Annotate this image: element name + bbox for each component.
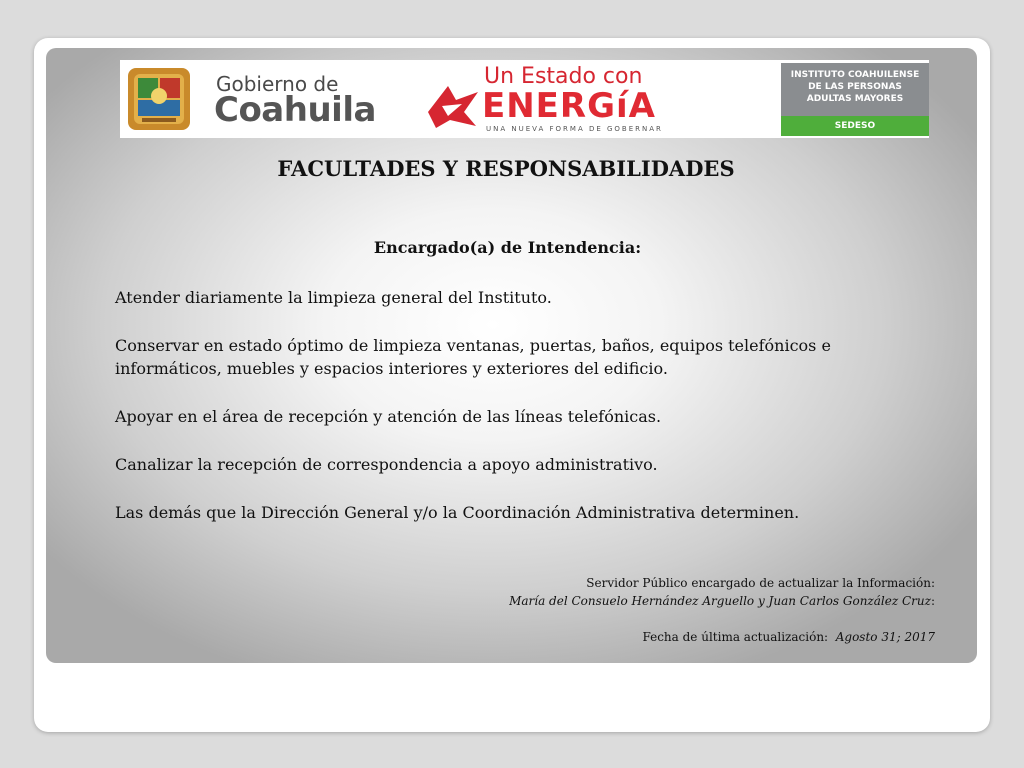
institute-line2: DE LAS PERSONAS <box>808 82 902 92</box>
responsible-names: María del Consuelo Hernández Arguello y Juan Carlos González Cruz <box>509 594 931 608</box>
responsibility-item: Conservar en estado óptimo de limpieza ventanas, puertas, baños, equipos telefónicos e informáticos, muebles y espacios interiores y exteriores del edificio. <box>115 336 831 378</box>
institute-line3: ADULTAS MAYORES <box>806 94 904 104</box>
responsibility-item: Atender diariamente la limpieza general del Instituto. <box>115 288 552 307</box>
institute-name <box>781 69 929 105</box>
responsible-names-line <box>509 592 935 610</box>
slide-frame <box>34 38 990 732</box>
updated-line <box>509 628 935 646</box>
responsibility-item: Las demás que la Dirección General y/o la Coordinación Administrativa determinen. <box>115 503 800 522</box>
slide-panel <box>46 48 977 663</box>
sedeso-badge: SEDESO <box>781 116 929 136</box>
campaign-tagline: UNA NUEVA FORMA DE GOBERNAR <box>486 125 663 133</box>
responsibility-item: Apoyar en el área de recepción y atención de las líneas telefónicas. <box>115 407 662 426</box>
campaign-energia-wordmark: ENERGíA <box>482 86 656 126</box>
updated-label: Fecha de última actualización: <box>642 630 829 644</box>
updated-date: Agosto 31; 2017 <box>835 630 935 644</box>
section-subtitle: Encargado(a) de Intendencia: <box>373 238 642 257</box>
responsible-colon: : <box>930 594 935 608</box>
campaign-line1: Un Estado con <box>484 64 643 89</box>
institute-line1: INSTITUTO COAHUILENSE <box>790 70 920 80</box>
page-title: FACULTADES Y RESPONSABILIDADES <box>277 156 735 181</box>
gobierno-de-text: Gobierno de <box>216 72 339 96</box>
footer-info <box>509 574 935 646</box>
coahuila-seal-icon <box>126 66 192 132</box>
institute-logo <box>781 63 929 136</box>
responsibilities-list <box>115 286 905 549</box>
energia-star-icon <box>426 82 480 130</box>
logo-banner <box>120 60 929 138</box>
coahuila-wordmark: Coahuila <box>214 90 376 130</box>
responsible-label: Servidor Público encargado de actualizar la Información: <box>586 576 935 590</box>
responsibility-item: Canalizar la recepción de correspondencia a apoyo administrativo. <box>115 455 658 474</box>
